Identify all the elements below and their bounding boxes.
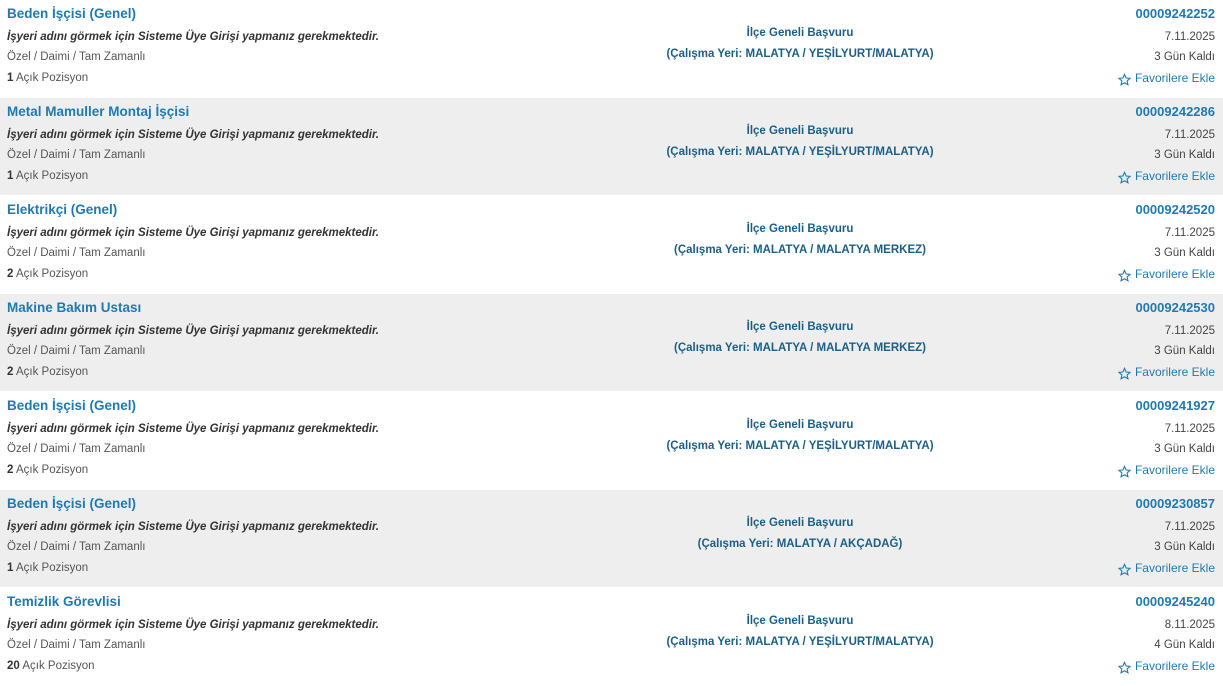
- application-type: İlçe Geneli Başvuru: [746, 27, 854, 39]
- reference-number-link[interactable]: 00009242520: [1135, 202, 1215, 217]
- work-place: (Çalışma Yeri: MALATYA / MALATYA MERKEZ): [674, 243, 926, 256]
- login-required-note: İşyeri adını görmek için Sisteme Üye Girişi yapmanız gerekmektedir.: [7, 226, 379, 239]
- application-type: İlçe Geneli Başvuru: [746, 615, 854, 627]
- publish-date: 7.11.2025: [1164, 423, 1215, 436]
- job-title-link[interactable]: Temizlik Görevlisi: [7, 594, 121, 609]
- favorite-link[interactable]: Favorilere Ekle: [1134, 658, 1215, 673]
- days-left: 3 Gün Kaldı: [1154, 50, 1215, 63]
- work-place: (Çalışma Yeri: MALATYA / YEŞİLYURT/MALATYA): [666, 439, 934, 452]
- job-listing-row[interactable]: [0, 98, 1223, 196]
- application-type: İlçe Geneli Başvuru: [746, 223, 854, 235]
- job-application-column: [560, 392, 1040, 454]
- job-listing-row[interactable]: [0, 0, 1223, 98]
- open-positions: [7, 652, 567, 673]
- job-listing-row[interactable]: [0, 490, 1223, 588]
- job-application-column: [560, 294, 1040, 356]
- login-required-note: İşyeri adını görmek için Sisteme Üye Girişi yapmanız gerekmektedir.: [7, 324, 379, 337]
- job-type-meta: Özel / Daimi / Tam Zamanlı: [7, 247, 146, 260]
- job-title-link[interactable]: Beden İşçisi (Genel): [7, 398, 137, 413]
- open-position-count: 2: [7, 464, 14, 477]
- open-position-count: 1: [7, 562, 14, 575]
- days-left: 3 Gün Kaldı: [1154, 246, 1215, 259]
- job-reference-column: [985, 98, 1215, 183]
- favorite-action[interactable]: [985, 358, 1215, 379]
- work-place: (Çalışma Yeri: MALATYA / MALATYA MERKEZ): [674, 341, 926, 354]
- open-position-count: 20: [7, 660, 20, 673]
- job-application-column: [560, 490, 1040, 552]
- favorite-link[interactable]: Favorilere Ekle: [1134, 560, 1215, 575]
- favorite-action[interactable]: [985, 554, 1215, 575]
- open-position-label: Açık Pozisyon: [15, 170, 89, 183]
- open-positions: [7, 456, 567, 477]
- job-primary-column: [7, 294, 567, 379]
- login-required-note: İşyeri adını görmek için Sisteme Üye Girişi yapmanız gerekmektedir.: [7, 618, 379, 631]
- job-type-meta: Özel / Daimi / Tam Zamanlı: [7, 443, 146, 456]
- job-title-link[interactable]: Elektrikçi (Genel): [7, 202, 118, 217]
- reference-number-link[interactable]: 00009245240: [1135, 594, 1215, 609]
- reference-number-link[interactable]: 00009242252: [1135, 6, 1215, 21]
- open-position-label: Açık Pozisyon: [15, 268, 89, 281]
- work-place: (Çalışma Yeri: MALATYA / YEŞİLYURT/MALATYA): [666, 145, 934, 158]
- open-positions: [7, 64, 567, 85]
- job-reference-column: [985, 0, 1215, 85]
- job-title-link[interactable]: Metal Mamuller Montaj İşçisi: [7, 104, 190, 119]
- open-positions: [7, 554, 567, 575]
- work-place: (Çalışma Yeri: MALATYA / AKÇADAĞ): [697, 537, 903, 550]
- job-primary-column: [7, 392, 567, 477]
- job-reference-column: [985, 294, 1215, 379]
- open-position-count: 1: [7, 170, 14, 183]
- open-position-count: 2: [7, 268, 14, 281]
- job-application-column: [560, 588, 1040, 650]
- open-positions: [7, 260, 567, 281]
- job-application-column: [560, 196, 1040, 258]
- job-reference-column: [985, 392, 1215, 477]
- publish-date: 8.11.2025: [1164, 619, 1215, 632]
- reference-number-link[interactable]: 00009242530: [1135, 300, 1215, 315]
- days-left: 3 Gün Kaldı: [1154, 442, 1215, 455]
- job-application-column: [560, 0, 1040, 62]
- favorite-action[interactable]: [985, 456, 1215, 477]
- job-title-link[interactable]: Beden İşçisi (Genel): [7, 6, 137, 21]
- login-required-note: İşyeri adını görmek için Sisteme Üye Girişi yapmanız gerekmektedir.: [7, 520, 379, 533]
- open-position-label: Açık Pozisyon: [15, 366, 89, 379]
- favorite-link[interactable]: Favorilere Ekle: [1134, 70, 1215, 85]
- application-type: İlçe Geneli Başvuru: [746, 125, 854, 137]
- favorite-action[interactable]: [985, 162, 1215, 183]
- reference-number-link[interactable]: 00009242286: [1135, 104, 1215, 119]
- job-type-meta: Özel / Daimi / Tam Zamanlı: [7, 149, 146, 162]
- star-icon: [1118, 73, 1131, 86]
- star-icon: [1118, 661, 1131, 674]
- job-reference-column: [985, 196, 1215, 281]
- open-position-label: Açık Pozisyon: [22, 660, 95, 673]
- open-position-label: Açık Pozisyon: [15, 72, 89, 85]
- reference-number-link[interactable]: 00009241927: [1135, 398, 1215, 413]
- job-reference-column: [985, 490, 1215, 575]
- favorite-action[interactable]: [985, 652, 1215, 673]
- star-icon: [1118, 465, 1131, 478]
- job-primary-column: [7, 490, 567, 575]
- reference-number-link[interactable]: 00009230857: [1135, 496, 1215, 511]
- job-primary-column: [7, 98, 567, 183]
- open-position-label: Açık Pozisyon: [15, 464, 89, 477]
- days-left: 4 Gün Kaldı: [1154, 638, 1215, 651]
- job-type-meta: Özel / Daimi / Tam Zamanlı: [7, 51, 146, 64]
- job-type-meta: Özel / Daimi / Tam Zamanlı: [7, 345, 146, 358]
- login-required-note: İşyeri adını görmek için Sisteme Üye Girişi yapmanız gerekmektedir.: [7, 128, 379, 141]
- favorite-link[interactable]: Favorilere Ekle: [1134, 266, 1215, 281]
- job-listing-row[interactable]: [0, 588, 1223, 686]
- open-position-count: 2: [7, 366, 14, 379]
- job-title-link[interactable]: Beden İşçisi (Genel): [7, 496, 137, 511]
- publish-date: 7.11.2025: [1164, 521, 1215, 534]
- favorite-link[interactable]: Favorilere Ekle: [1134, 462, 1215, 477]
- job-title-link[interactable]: Makine Bakım Ustası: [7, 300, 142, 315]
- application-type: İlçe Geneli Başvuru: [746, 321, 854, 333]
- open-positions: [7, 358, 567, 379]
- open-position-label: Açık Pozisyon: [15, 562, 89, 575]
- login-required-note: İşyeri adını görmek için Sisteme Üye Girişi yapmanız gerekmektedir.: [7, 422, 379, 435]
- job-listing-row[interactable]: [0, 392, 1223, 490]
- publish-date: 7.11.2025: [1164, 31, 1215, 44]
- favorite-action[interactable]: [985, 64, 1215, 85]
- star-icon: [1118, 563, 1131, 576]
- job-reference-column: [985, 588, 1215, 673]
- publish-date: 7.11.2025: [1164, 129, 1215, 142]
- favorite-link[interactable]: Favorilere Ekle: [1134, 168, 1215, 183]
- job-primary-column: [7, 588, 567, 673]
- open-position-count: 1: [7, 72, 14, 85]
- job-application-column: [560, 98, 1040, 160]
- publish-date: 7.11.2025: [1164, 325, 1215, 338]
- favorite-link[interactable]: Favorilere Ekle: [1134, 364, 1215, 379]
- publish-date: 7.11.2025: [1164, 227, 1215, 240]
- open-positions: [7, 162, 567, 183]
- job-type-meta: Özel / Daimi / Tam Zamanlı: [7, 639, 146, 652]
- days-left: 3 Gün Kaldı: [1154, 344, 1215, 357]
- job-listing-row[interactable]: [0, 196, 1223, 294]
- job-listing-row[interactable]: [0, 294, 1223, 392]
- star-icon: [1118, 367, 1131, 380]
- favorite-action[interactable]: [985, 260, 1215, 281]
- star-icon: [1118, 269, 1131, 282]
- job-primary-column: [7, 0, 567, 85]
- job-primary-column: [7, 196, 567, 281]
- login-required-note: İşyeri adını görmek için Sisteme Üye Girişi yapmanız gerekmektedir.: [7, 30, 379, 43]
- days-left: 3 Gün Kaldı: [1154, 540, 1215, 553]
- application-type: İlçe Geneli Başvuru: [746, 517, 854, 529]
- work-place: (Çalışma Yeri: MALATYA / YEŞİLYURT/MALATYA): [666, 635, 934, 648]
- star-icon: [1118, 171, 1131, 184]
- job-type-meta: Özel / Daimi / Tam Zamanlı: [7, 541, 146, 554]
- application-type: İlçe Geneli Başvuru: [746, 419, 854, 431]
- days-left: 3 Gün Kaldı: [1154, 148, 1215, 161]
- work-place: (Çalışma Yeri: MALATYA / YEŞİLYURT/MALATYA): [666, 47, 934, 60]
